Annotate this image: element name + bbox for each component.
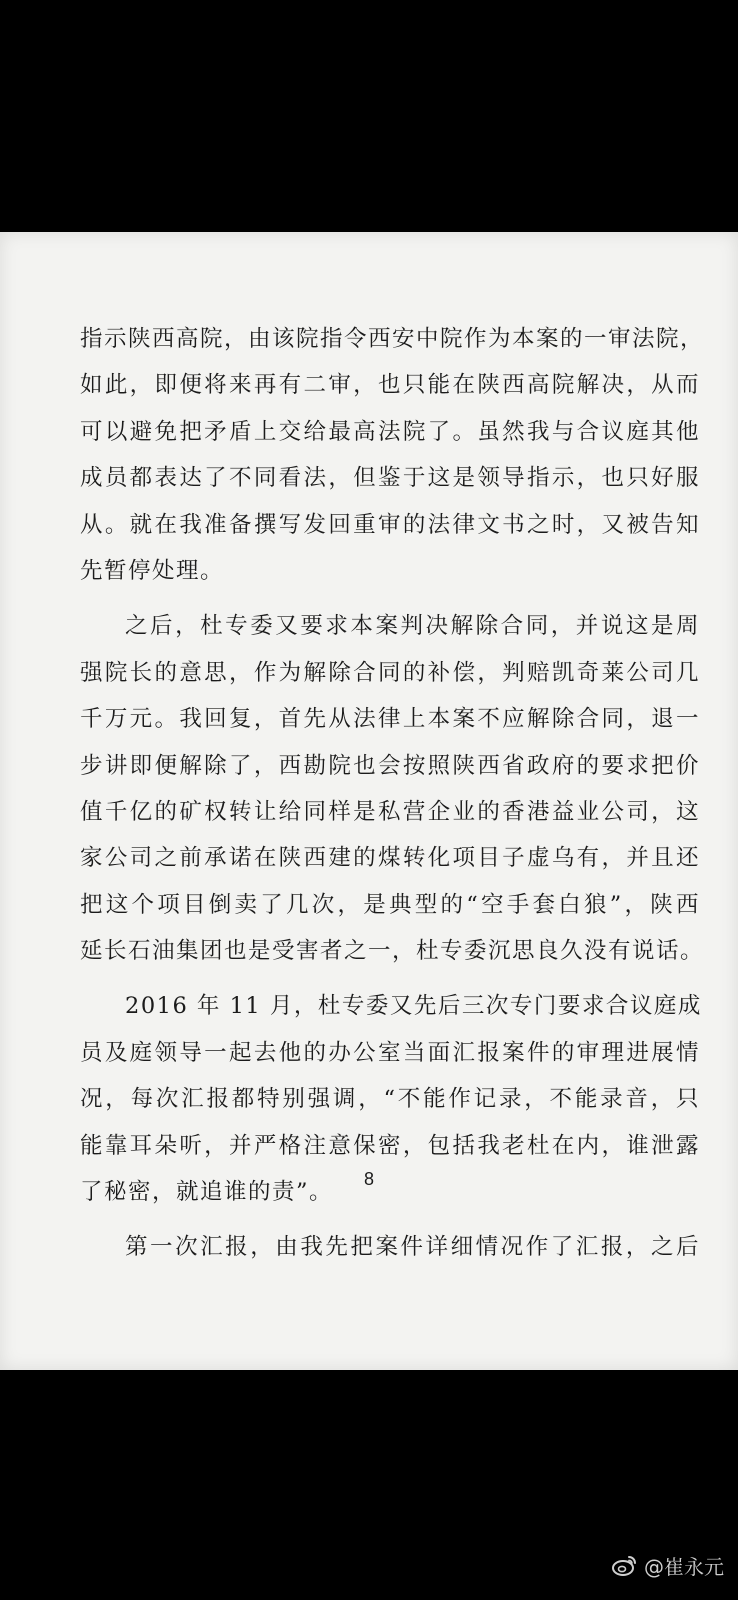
text-line: 强院长的意思，作为解除合同的补偿，判赔凯奇莱公司几 — [80, 659, 700, 686]
paragraph — [80, 603, 705, 974]
text-line: 延长石油集团也是受害者之一，杜专委沉思良久没有说话。 — [80, 938, 705, 965]
paragraph — [80, 1224, 700, 1270]
text-line: 从。就在我准备撰写发回重审的法律文书之时，又被告知 — [80, 511, 700, 538]
text-line: 员及庭领导一起去他的办公室当面汇报案件的审理进展情 — [80, 1039, 700, 1066]
page-number: 8 — [363, 1169, 374, 1189]
text-line: 成员都表达了不同看法，但鉴于这是领导指示，也只好服 — [80, 465, 700, 492]
text-line: 能靠耳朵听，并严格注意保密，包括我老杜在内，谁泄露 — [80, 1132, 700, 1159]
document-body — [80, 316, 705, 1271]
text-line: 步讲即便解除了，西勘院也会按照陕西省政府的要求把价 — [80, 752, 700, 779]
watermark — [612, 1548, 724, 1582]
text-line: 把这个项目倒卖了几次，是典型的“空手套白狼”，陕西 — [80, 891, 700, 918]
text-line: 如此，即便将来再有二审，也只能在陕西高院解决，从而 — [80, 372, 700, 399]
text-line: 先暂停处理。 — [80, 557, 225, 584]
document-page — [0, 232, 738, 1370]
text-line: 之后，杜专委又要求本案判决解除合同，并说这是周 — [125, 613, 700, 640]
text-line: 第一次汇报，由我先把案件详细情况作了汇报，之后 — [125, 1234, 700, 1261]
text-line: 了秘密，就追谁的责”。 — [80, 1179, 334, 1206]
weibo-icon — [612, 1554, 638, 1576]
paragraph — [80, 316, 705, 594]
text-line: 2016 年 11 月，杜专委又先后三次专门要求合议庭成 — [125, 993, 702, 1020]
text-line: 指示陕西高院，由该院指令西安中院作为本案的一审法院， — [80, 326, 705, 352]
text-line: 千万元。我回复，首先从法律上本案不应解除合同，退一 — [80, 706, 700, 733]
text-line: 况，每次汇报都特别强调，“不能作记录，不能录音，只 — [80, 1086, 700, 1113]
watermark-handle: @崔永元 — [644, 1554, 724, 1579]
text-line: 值千亿的矿权转让给同样是私营企业的香港益业公司，这 — [80, 798, 700, 825]
text-line: 家公司之前承诺在陕西建的煤转化项目子虚乌有，并且还 — [80, 845, 700, 872]
text-line: 可以避免把矛盾上交给最高法院了。虽然我与合议庭其他 — [80, 418, 700, 445]
